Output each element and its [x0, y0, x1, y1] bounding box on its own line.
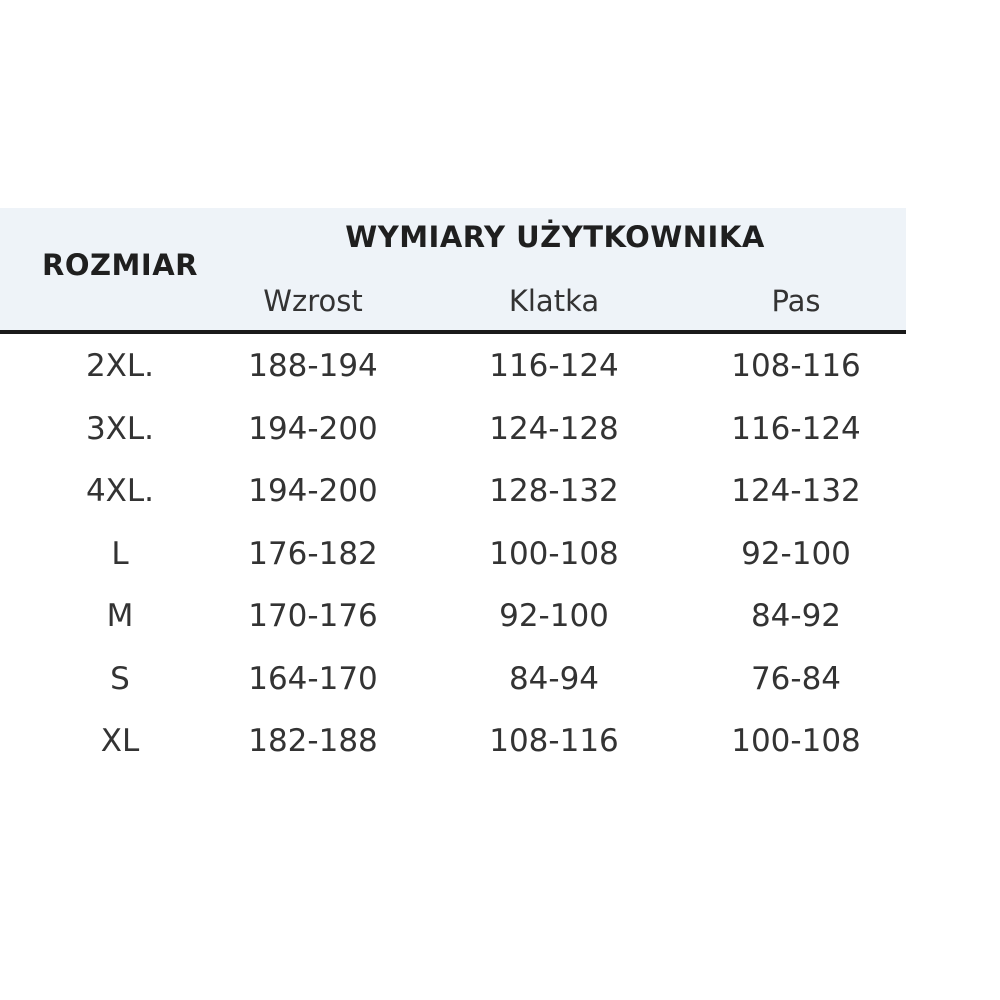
- table-row: [0, 397, 906, 460]
- size-chart-table: [0, 208, 906, 772]
- table-header: [0, 208, 906, 334]
- user-measurements-header: WYMIARY UŻYTKOWNIKA: [345, 220, 765, 254]
- chest-cell: 84-94: [508, 660, 600, 697]
- table-row: [0, 522, 906, 585]
- size-cell: L: [111, 535, 129, 572]
- size-cell: XL: [100, 723, 140, 759]
- size-cell: 2XL.: [85, 348, 155, 384]
- table-row: [0, 709, 906, 772]
- size-column-header: ROZMIAR: [42, 248, 198, 282]
- height-cell: 194-200: [248, 473, 378, 509]
- height-cell: 194-200: [248, 410, 378, 447]
- size-cell: M: [106, 598, 134, 634]
- waist-cell: 92-100: [741, 535, 851, 572]
- height-cell: 170-176: [248, 598, 378, 634]
- chest-cell: 116-124: [489, 348, 619, 384]
- size-cell: 3XL.: [85, 410, 155, 447]
- waist-cell: 76-84: [750, 660, 842, 697]
- height-cell: 164-170: [248, 660, 378, 697]
- size-cell: S: [110, 660, 130, 697]
- waist-column-header: Pas: [771, 284, 821, 318]
- height-cell: 188-194: [248, 348, 378, 384]
- chest-cell: 100-108: [489, 535, 619, 572]
- height-cell: 176-182: [248, 535, 378, 572]
- chest-column-header: Klatka: [508, 284, 600, 318]
- waist-cell: 108-116: [731, 348, 861, 384]
- chest-cell: 128-132: [489, 473, 619, 509]
- table-row: [0, 334, 906, 397]
- height-cell: 182-188: [248, 723, 378, 759]
- chest-cell: 108-116: [489, 723, 619, 759]
- table-row: [0, 584, 906, 647]
- waist-cell: 124-132: [731, 473, 861, 509]
- height-column-header: Wzrost: [263, 284, 363, 318]
- waist-cell: 116-124: [731, 410, 861, 447]
- chest-cell: 92-100: [499, 598, 609, 634]
- chest-cell: 124-128: [489, 410, 619, 447]
- table-row: [0, 459, 906, 522]
- table-row: [0, 647, 906, 710]
- size-cell: 4XL.: [85, 473, 155, 509]
- table-body: [0, 334, 906, 772]
- waist-cell: 100-108: [731, 723, 861, 759]
- waist-cell: 84-92: [750, 598, 842, 634]
